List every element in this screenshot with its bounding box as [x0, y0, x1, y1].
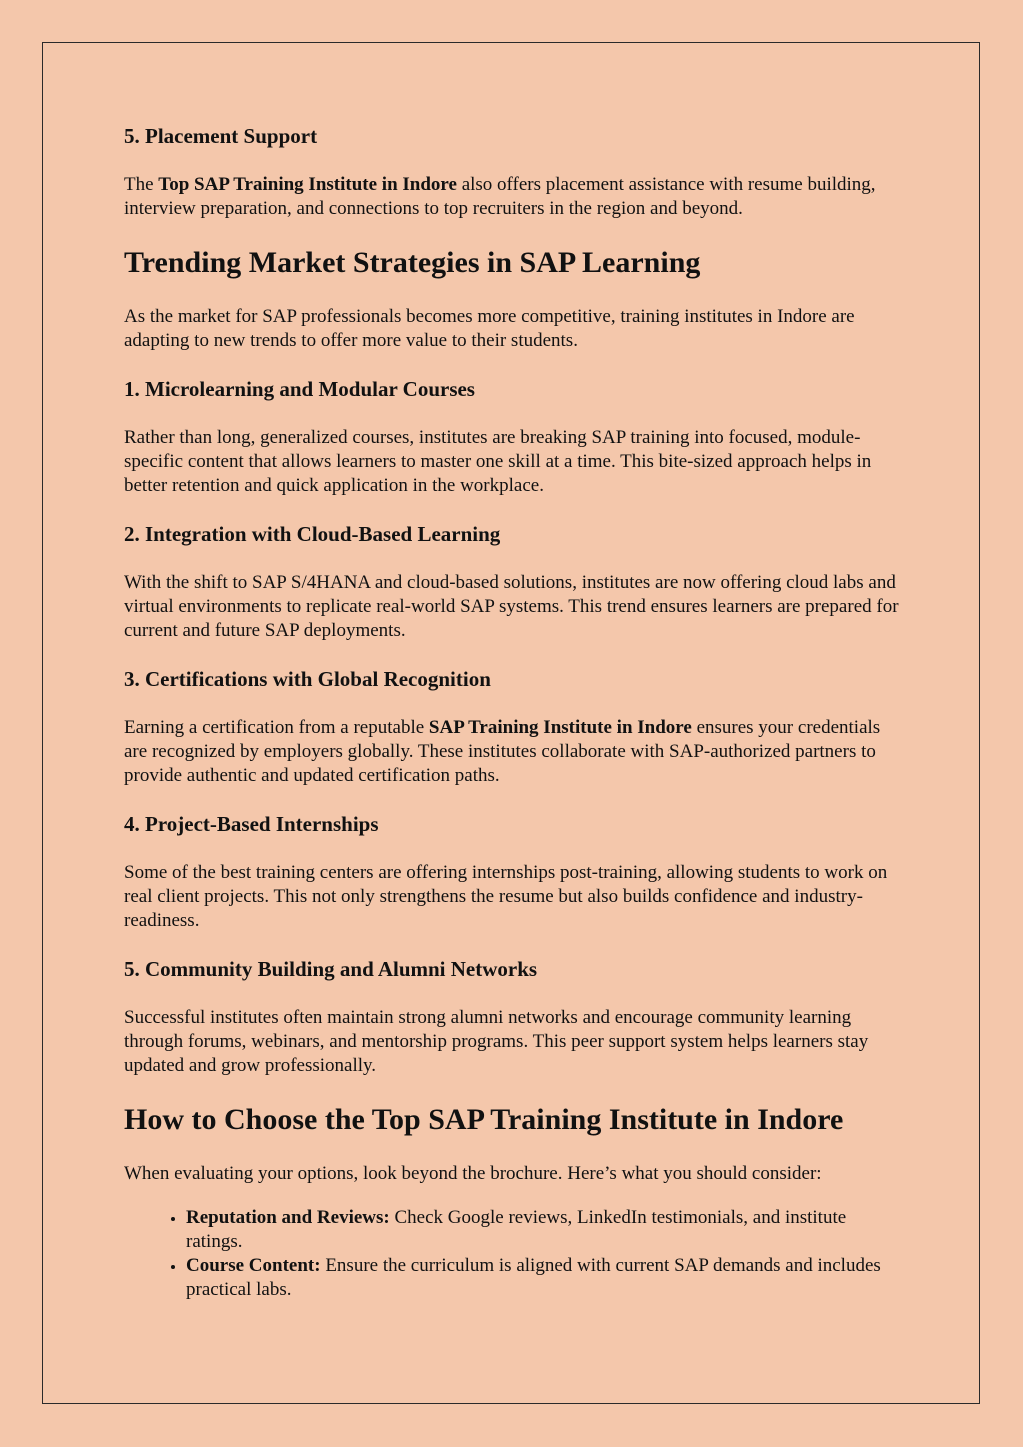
- bold-text: SAP Training Institute in Indore: [428, 717, 692, 738]
- main-heading: How to Choose the Top SAP Training Institute in Indore: [124, 1103, 844, 1136]
- main-heading: Trending Market Strategies in SAP Learning: [124, 246, 701, 279]
- bold-label: Course Content:: [186, 1255, 321, 1276]
- paragraph: When evaluating your options, look beyond the brochure. Here’s what you should consider:: [124, 1163, 822, 1184]
- paragraph: The Top SAP Training Institute in Indore also offers placement assistance with resume building, interview preparation, and connections to top recruiters in the region and beyond.: [124, 174, 876, 219]
- section-heading: 5. Community Building and Alumni Networks: [124, 957, 538, 981]
- section-heading: 2. Integration with Cloud-Based Learning: [124, 522, 501, 546]
- section-heading: 3. Certifications with Global Recognition: [124, 667, 491, 691]
- paragraph: With the shift to SAP S/4HANA and cloud-based solutions, institutes are now offering cloud labs and virtual environments to replicate real-world SAP systems. This trend ensures learners are prepared for current and future SAP deployments.: [124, 572, 899, 641]
- list-item: • Course Content: Ensure the curriculum is aligned with current SAP demands and includes practical labs.: [186, 1254, 904, 1302]
- section-heading: 5. Placement Support: [124, 124, 318, 148]
- paragraph: Successful institutes often maintain strong alumni networks and encourage community learning through forums, webinars, and mentorship programs. This peer support system helps learners stay updated and grow professionally.: [124, 1007, 869, 1076]
- paragraph: Rather than long, generalized courses, institutes are breaking SAP training into focused, module-specific content that allows learners to master one skill at a time. This bite-sized approach helps in better retention and quick application in the workplace.: [124, 427, 872, 496]
- paragraph: Earning a certification from a reputable SAP Training Institute in Indore ensures your credentials are recognized by employers globally. These institutes collaborate with SAP-authorized partners to provide authentic and updated certification paths.: [124, 717, 881, 786]
- paragraph: As the market for SAP professionals becomes more competitive, training institutes in Indore are adapting to new trends to offer more value to their students.: [124, 306, 855, 351]
- paragraph: Some of the best training centers are offering internships post-training, allowing students to work on real client projects. This not only strengthens the resume but also builds confidence and industry-readiness.: [124, 862, 888, 931]
- bold-text: Top SAP Training Institute in Indore: [158, 174, 457, 195]
- list-item: • Reputation and Reviews: Check Google reviews, LinkedIn testimonials, and institute ratings.: [186, 1206, 904, 1254]
- section-heading: 4. Project-Based Internships: [124, 812, 379, 836]
- criteria-list: [124, 1206, 904, 1302]
- document-content: [124, 122, 904, 1302]
- section-heading: 1. Microlearning and Modular Courses: [124, 377, 475, 401]
- bold-label: Reputation and Reviews:: [186, 1207, 390, 1228]
